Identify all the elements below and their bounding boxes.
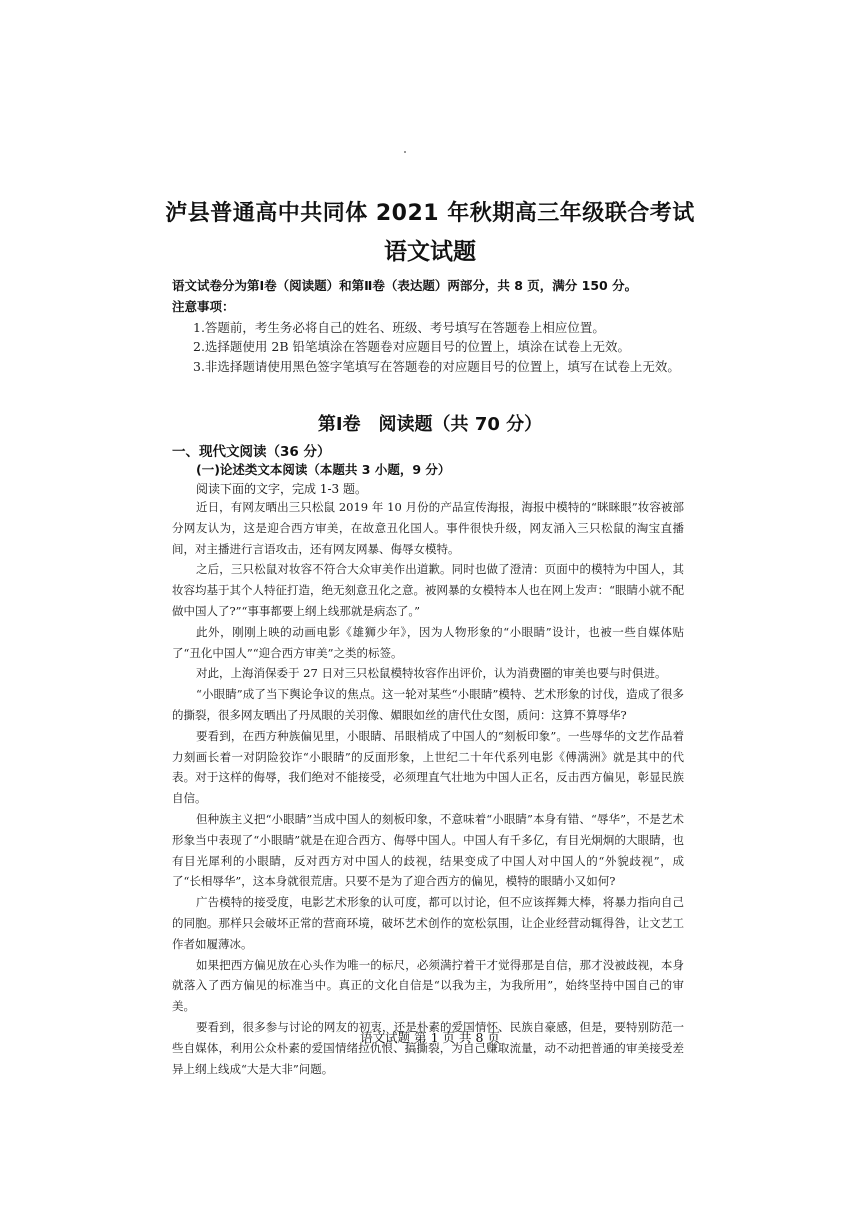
passage-paragraph: 如果把西方偏见放在心头作为唯一的标尺，必须满拧着干才觉得那是自信，那才没被歧视，本身就落入了西方偏见的标准当中。真正的文化自信是“以我为主，为我所用”，始终坚持中国自己的审美。 <box>172 957 684 1014</box>
passage-paragraph: 此外，刚刚上映的动画电影《雄狮少年》，因为人物形象的“小眼睛”设计，也被一些自媒体贴了“丑化中国人”“迎合西方审美”之类的标签。 <box>172 624 684 660</box>
page-footer: 语文试题 第 1 页 共 8 页 <box>360 1030 500 1045</box>
subsection-title: (一)论述类文本阅读（本题共 3 小题，9 分） <box>196 462 451 477</box>
passage-paragraph: 要看到，在西方种族偏见里，小眼睛、吊眼梢成了中国人的“刻板印象”。一些辱华的文艺作品着力刻画长着一对阴险狡诈“小眼睛”的反面形象，上世纪二十年代系列电影《傅满洲》就是其中的代表。对于这样的侮辱，我们绝对不能接受，必须理直气壮地为中国人正名，反击西方偏见，彰显民族自信。 <box>172 728 684 806</box>
passage-paragraph: “小眼睛”成了当下舆论争议的焦点。这一轮对某些“小眼睛”模特、艺术形象的讨伐，造成了很多的撕裂，很多网友晒出了丹凤眼的关羽像、媚眼如丝的唐代仕女图，质问：这算不算辱华? <box>172 687 684 722</box>
passage-paragraph: 广告模特的接受度，电影艺术形象的认可度，都可以讨论，但不应该挥舞大棒，将暴力指向自己的同胞。那样只会破坏正常的营商环境，破坏艺术创作的宽松氛围，让企业经营动辄得咎，让文艺工作者如履薄冰。 <box>172 895 684 951</box>
section-title: 一、现代文阅读（36 分） <box>172 444 331 460</box>
passage-paragraph: 近日，有网友晒出三只松鼠 2019 年 10 月份的产品宣传海报，海报中模特的“眯眯眼”妆容被部分网友认为，这是迎合西方审美，在故意丑化国人。事件很快升级，网友涌入三只松鼠的淘宝直播间，对主播进行言语攻击，还有网友网暴、侮辱女模特。 <box>172 500 684 556</box>
reading-instruction: 阅读下面的文字，完成 1-3 题。 <box>196 482 367 496</box>
passage-paragraph: 之后，三只松鼠对妆容不符合大众审美作出道歉。同时也做了澄清：页面中的模特为中国人，其妆容均基于其个人特征打造，绝无刻意丑化之意。被网暴的女模特本人也在网上发声：“眼睛小就不配做中国人了?”“事事都要上纲上线那就是病态了。” <box>172 562 684 618</box>
notice-item: 1.答题前，考生务必将自己的姓名、班级、考号填写在答题卷上相应位置。 <box>193 320 605 335</box>
passage-paragraph: 要看到，很多参与讨论的网友的初衷，还是朴素的爱国情怀、民族自豪感，但是，要特别防范一些自媒体，利用公众朴素的爱国情绪拉仇恨、搞撕裂，为自己赚取流量，动不动把普通的审美接受差异上纲上线成“大是大非”问题。 <box>172 1019 684 1076</box>
scan-speck <box>404 151 406 153</box>
passage-paragraph: 对此，上海消保委于 27 日对三只松鼠模特妆容作出评价，认为消费圈的审美也要与时俱进。 <box>196 666 667 681</box>
volume-title: 第Ⅰ卷 阅读题（共 70 分） <box>317 414 543 435</box>
notice-item: 3.非选择题请使用黑色签字笔填写在答题卷的对应题目号的位置上，填写在试卷上无效。 <box>193 359 680 374</box>
passage-paragraph: 但种族主义把“小眼睛”当成中国人的刻板印象，不意味着“小眼睛”本身有错、“辱华”，不是艺术形象当中表现了“小眼睛”就是在迎合西方、侮辱中国人。中国人有千多亿，有目光炯炯的大眼睛，也有目光犀利的小眼睛，反对西方对中国人的歧视，结果变成了中国人对中国人的“外貌歧视”，成了“长相辱华”，这本身就很荒唐。只要不是为了迎合西方的偏见，模特的眼睛小又如何? <box>172 811 684 889</box>
exam-subject-title: 语文试题 <box>384 239 476 265</box>
reading-passage <box>172 497 684 1079</box>
notice-item: 2.选择题使用 2B 铅笔填涂在答题卷对应题目号的位置上，填涂在试卷上无效。 <box>193 339 631 354</box>
exam-intro: 语文试卷分为第Ⅰ卷（阅读题）和第Ⅱ卷（表达题）两部分，共 8 页，满分 150 分。 <box>172 278 638 293</box>
notice-heading: 注意事项： <box>172 299 235 314</box>
exam-title: 泸县普通高中共同体 2021 年秋期高三年级联合考试 <box>165 201 695 226</box>
